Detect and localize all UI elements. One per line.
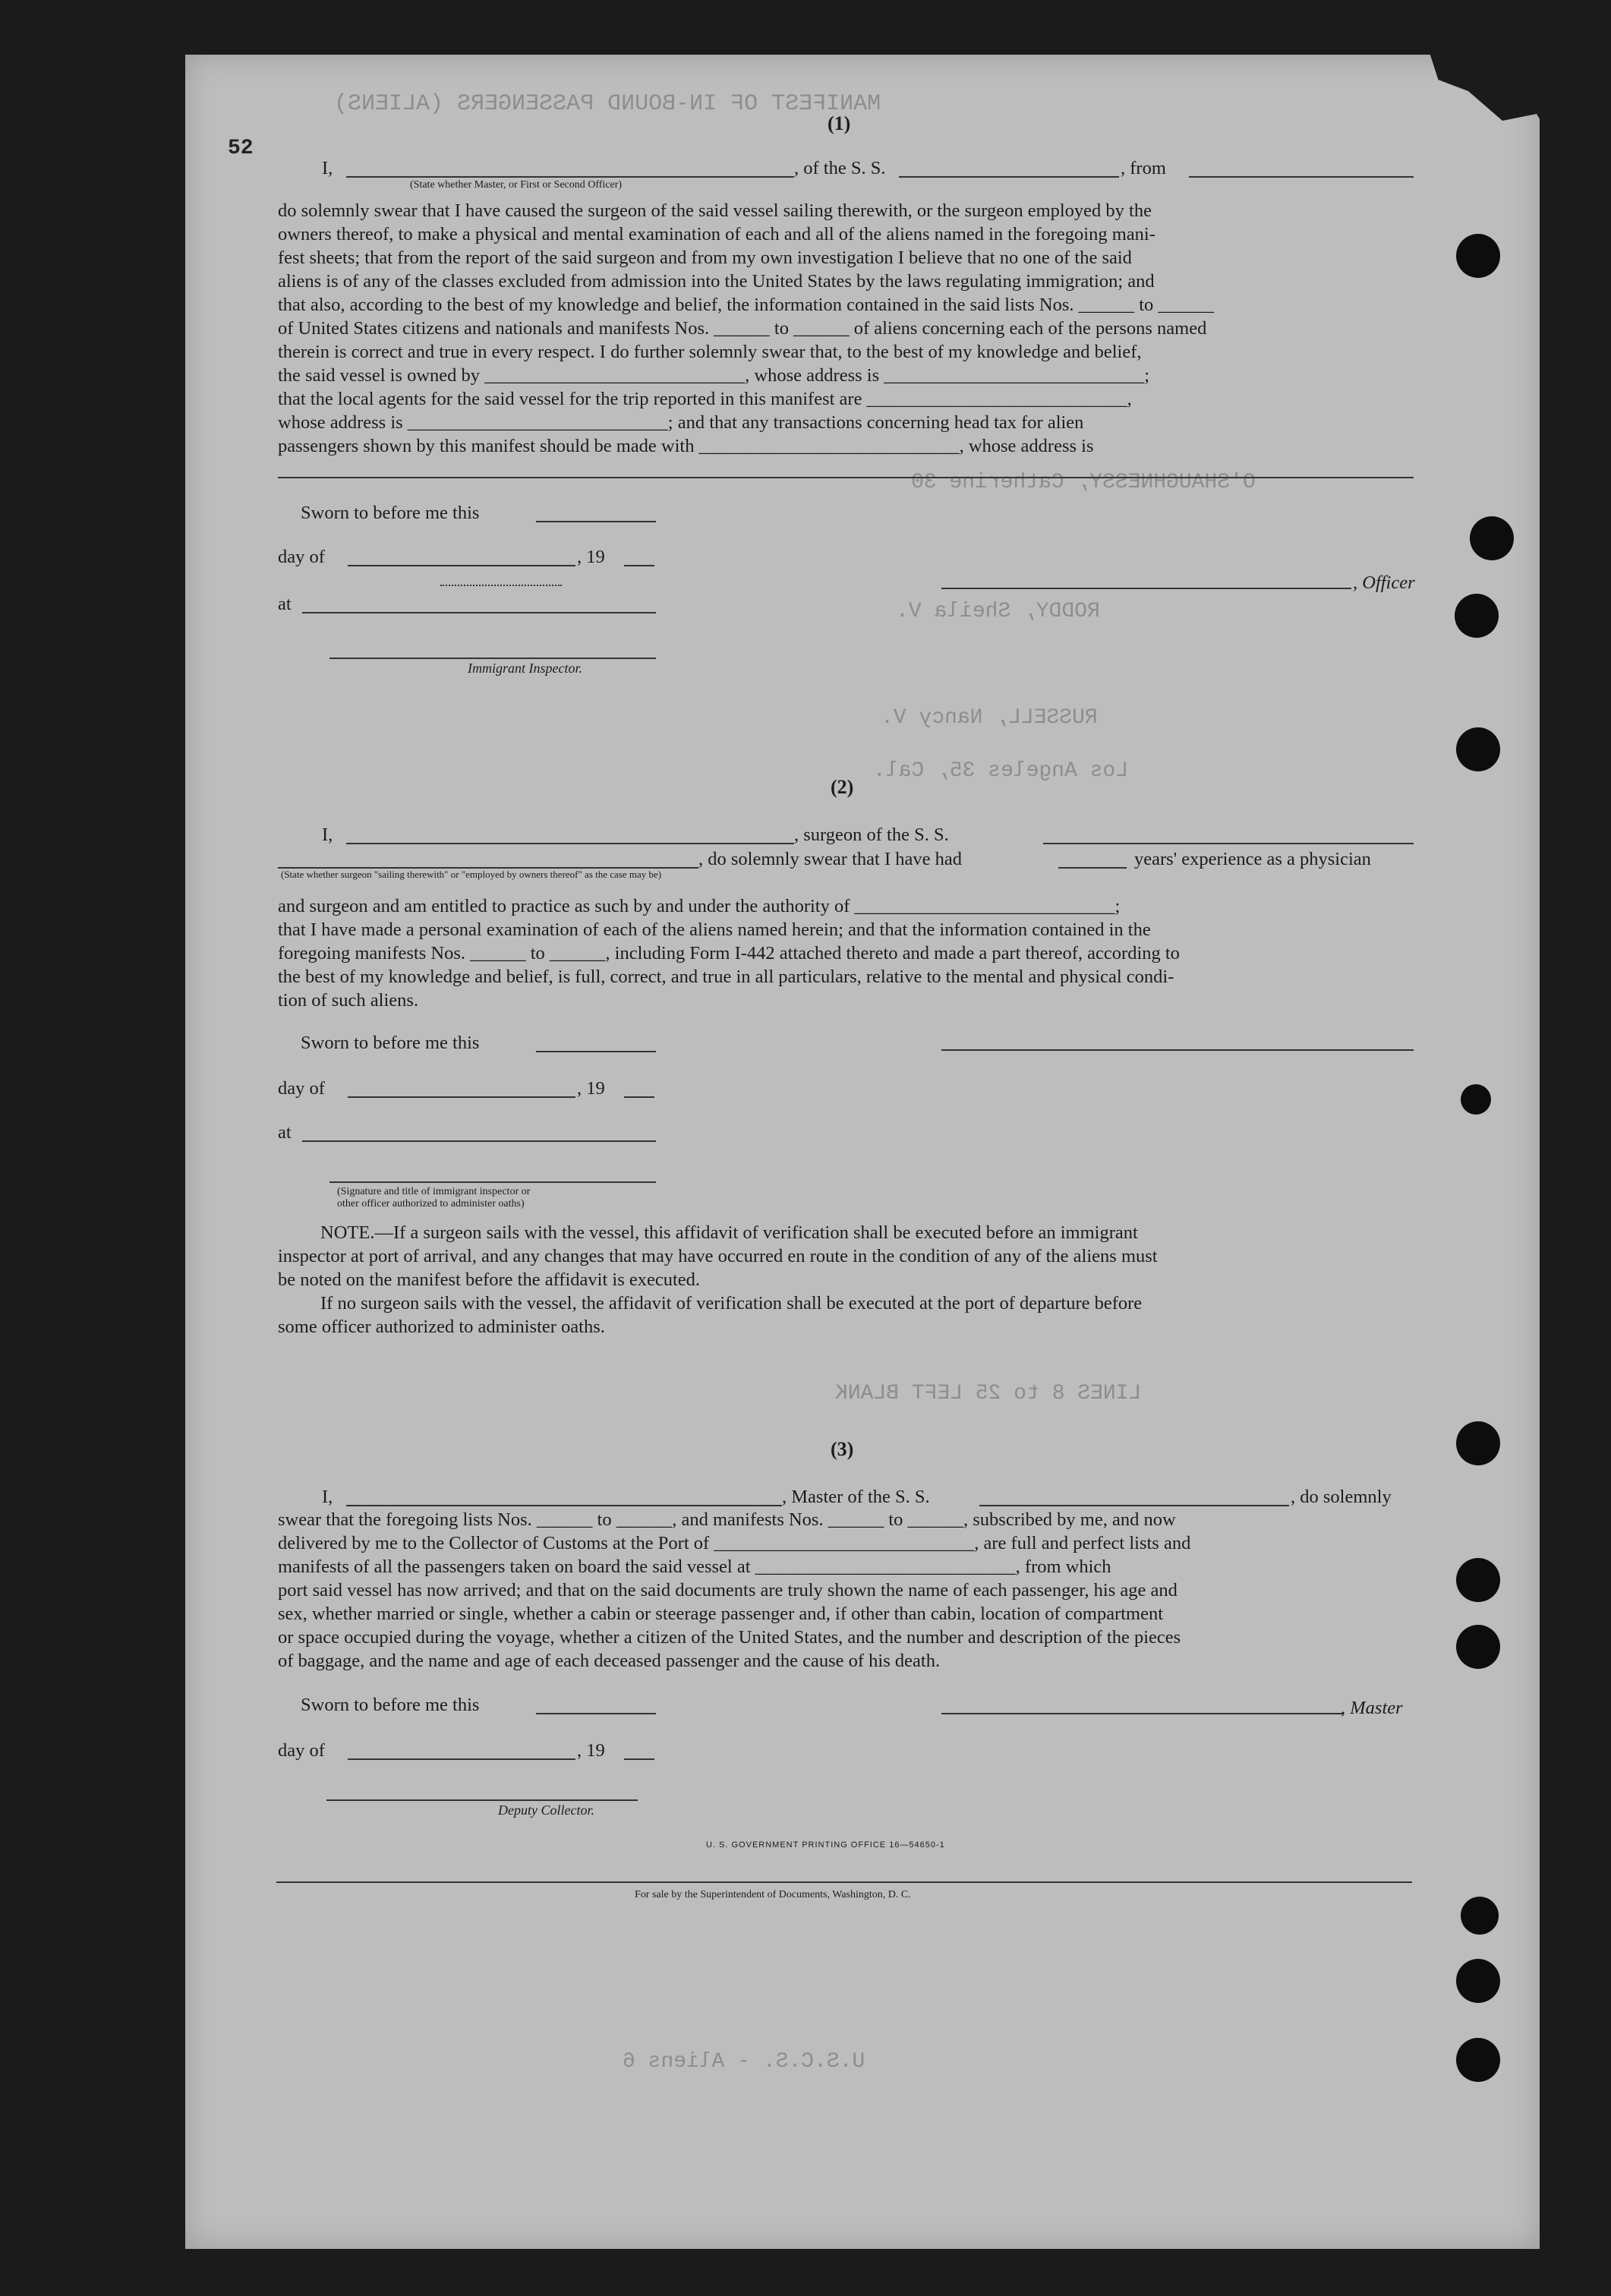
section1-year: , 19 [577,547,605,567]
section1-day-of: day of [278,547,325,567]
section2-note: NOTE.—If a surgeon sails with the vessel, this affidavit of verification shall be executed before an immigrant inspector at port of arrival, and any changes that may have occurred en route in the condition of any of the aliens must be noted on the manifest before the affidavit is executed. If no surgeon sails with the vessel, the affidavit of verification shall be executed at the port of departure before some officer authorized to administer oaths. [278,1222,1158,1337]
blank-line [348,565,575,566]
blank-line [1058,867,1127,869]
section2-body: and surgeon and am entitled to practice as such by and under the authority of ____________________________; that I have made a personal examination of each of the aliens named herein; and that the information contained in the foregoing manifests Nos. ______ to ______, including Form I-442 attached thereto and made a part thereof, according to the best of my knowledge and belief, is full, correct, and true in all particulars, relative to the mental and physical condi- tion of such aliens. [278,896,1180,1011]
blank-line [979,1505,1289,1506]
section1-inspector: Immigrant Inspector. [468,661,582,676]
for-sale-line: For sale by the Superintendent of Documents, Washington, D. C. [635,1889,911,1900]
section2-i: I, [322,825,333,845]
section-2-number: (2) [831,776,854,798]
bleed-through-text: LINES 8 to 25 LEFT BLANK [835,1382,1142,1405]
punch-hole [1470,516,1514,560]
bleed-through-text: RUSSELL, Nancy V. [881,706,1098,730]
section2-sworn: Sworn to before me this [301,1033,480,1053]
blank-line [941,588,1351,589]
punch-hole [1456,2038,1500,2082]
blank-line [329,658,656,659]
section-1-number: (1) [828,112,851,134]
section1-officer: , Officer [1353,572,1415,593]
section1-state-note: (State whether Master, or First or Second Officer) [410,179,623,191]
section3-sworn: Sworn to before me this [301,1695,480,1715]
section3-year: , 19 [577,1740,605,1761]
bleed-through-text: MANIFEST OF IN-BOUND PASSENGERS (ALIENS) [334,91,881,117]
section1-at: at [278,594,292,614]
blank-line [278,477,1414,478]
blank-line [536,521,656,522]
page-mark: 52 [228,137,254,160]
punch-hole [1461,1084,1491,1115]
section1-from: , from [1121,158,1166,178]
section2-swear: , do solemnly swear that I have had [698,849,962,869]
blank-line [348,1096,575,1098]
section2-day-of: day of [278,1078,325,1099]
section1-sworn: Sworn to before me this [301,503,480,523]
section2-years: years' experience as a physician [1134,849,1371,869]
note-label: NOTE. [320,1222,375,1243]
bleed-through-text: U.S.C.S. - Aliens 6 [623,2050,865,2074]
punch-hole [1455,594,1499,638]
section-3-number: (3) [831,1438,854,1460]
section1-body: do solemnly swear that I have caused the surgeon of the said vessel sailing therewith, or the surgeon employed by the owners thereof, to make a physical and mental examination of each and all of the aliens named in the foregoing mani- fest sheets; that from the report of the said surgeon and from my own investigation I believe that no one of the said aliens is of any of the classes excluded from admission into the United States by the laws regulating immigration; and that also, according to the best of my knowledge and belief, the information contained in the said lists Nos. ______ to ______ of United States citizens and nationals and manifests Nos. ______ to ______ of aliens concerning each of the persons named therein is correct and true in every respect. I do further solemnly swear that, to the best of my knowledge and belief, the said vessel is owned by ____________________________, whose address is ____________________________; that the local agents for the said vessel for the trip reported in this manifest are ____________________________, whose address is ____________________________; and that any transactions concerning head tax for alien passengers shown by this manifest should be made with ____________________________, whose address is [278,200,1214,456]
blank-line [346,843,794,844]
bleed-through-text: Los Angeles 35, Cal. [873,759,1129,783]
blank-line [302,612,656,613]
blank-line [624,1096,654,1098]
blank-line [346,1505,782,1506]
punch-hole [1456,1959,1500,2003]
section3-day-of: day of [278,1740,325,1761]
section2-surgeon-of: , surgeon of the S. S. [794,825,949,845]
section2-sig-note-1: (Signature and title of immigrant inspector or [337,1186,531,1197]
punch-hole [1461,1897,1499,1935]
blank-line [329,1181,656,1183]
punch-hole [1456,1558,1500,1602]
blank-line [899,176,1119,178]
bleed-through-text: O'SHAUGHNESSY, Catherine 30 [911,471,1256,494]
bleed-through-text: RODDY, Sheila V. [896,600,1100,623]
section3-i: I, [322,1487,333,1507]
blank-line [624,565,654,566]
section2-at: at [278,1122,292,1143]
blank-line [941,1049,1414,1051]
section3-do-solemnly: , do solemnly [1291,1487,1392,1507]
punch-hole [1456,727,1500,771]
section3-master: , Master [1341,1698,1403,1718]
section3-body: swear that the foregoing lists Nos. ______ to ______, and manifests Nos. ______ to ______, subscribed by me, and now delivered by me to the Collector of Customs at the Port of ____________________________, are full and perfect lists and manifests of all the passengers taken on board the said vessel at ____________________________, from which port said vessel has now arrived; and that on the said documents are truly shown the name of each passenger, his age and sex, whether married or single, whether a cabin or steerage passenger and, if other than cabin, location of compartment or space occupied during the voyage, whether a citizen of the United States, and the number and description of the pieces of baggage, and the name and age of each deceased passenger and the cause of his death. [278,1509,1191,1671]
printing-office-line: U. S. GOVERNMENT PRINTING OFFICE 16—54650-1 [706,1840,945,1850]
section2-year: , 19 [577,1078,605,1099]
blank-line [536,1051,656,1052]
blank-line [346,176,794,178]
footer-rule [276,1881,1412,1883]
blank-line [1043,843,1414,844]
blank-line [348,1758,575,1760]
dotted-line [440,585,562,586]
blank-line [326,1799,638,1801]
blank-line [1189,176,1414,178]
blank-line [624,1758,654,1760]
punch-hole [1456,1421,1500,1465]
blank-line [941,1713,1344,1714]
blank-line [302,1140,656,1142]
section1-i: I, [322,158,333,178]
punch-hole [1456,1625,1500,1669]
section2-state-note: (State whether surgeon "sailing therewith" or "employed by owners thereof" as the case may be) [281,869,662,880]
section3-master-of: , Master of the S. S. [782,1487,930,1507]
section1-of-ss: , of the S. S. [794,158,886,178]
section3-deputy: Deputy Collector. [498,1802,594,1818]
punch-hole [1456,234,1500,278]
blank-line [536,1713,656,1714]
section2-sig-note-2: other officer authorized to administer oaths) [337,1198,525,1210]
